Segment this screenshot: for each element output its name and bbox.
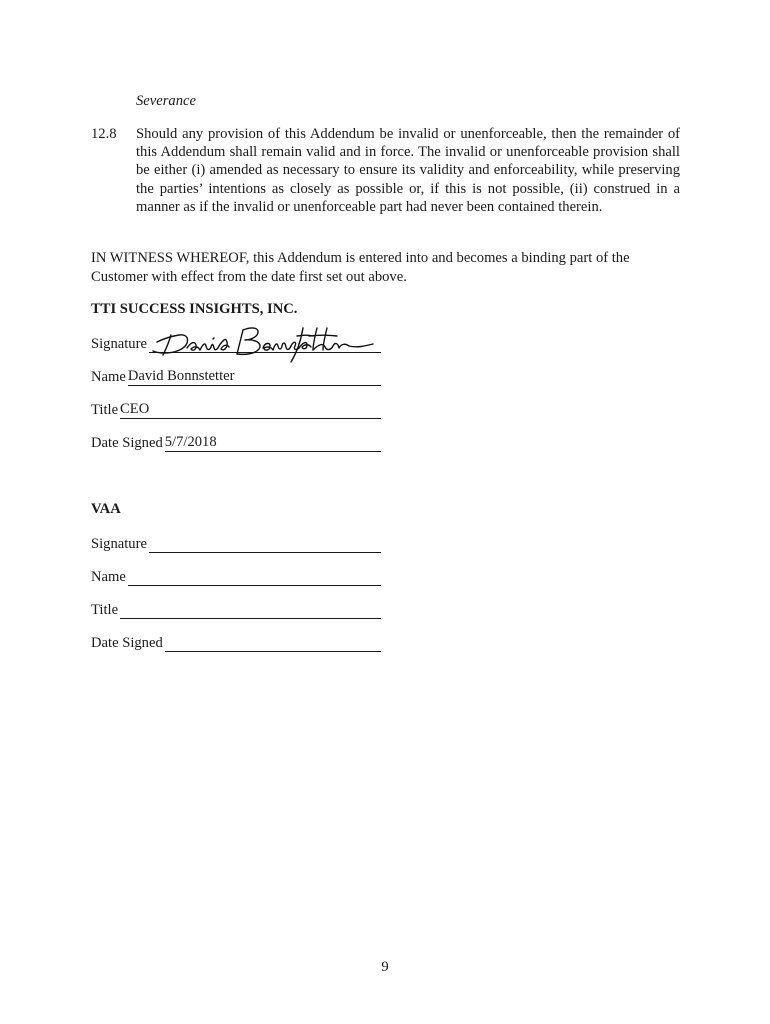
date-signed-line[interactable] xyxy=(165,634,381,652)
party-two-title-row xyxy=(91,599,381,619)
title-line[interactable] xyxy=(120,601,381,619)
title-label: Title xyxy=(91,402,119,418)
date-signed-line xyxy=(165,434,381,452)
date-signed-label: Date Signed xyxy=(91,435,163,451)
party-one-date-row xyxy=(91,432,381,452)
party-one-name-row xyxy=(91,366,381,386)
clause-text: Should any provision of this Addendum be invalid or unenforceable, then the remainder of this Addendum shall remain valid and in force. The invalid or unenforceable provision shall be either (i) amended as necessary to ensure its validity and enforceability, while preserving the parties’ intentions as closely as possible or, if this is not possible, (ii) construed in a manner as if the invalid or unenforceable part had never been contained therein. xyxy=(136,126,680,215)
party-one-title: TTI SUCCESS INSIGHTS, INC. xyxy=(91,301,298,317)
party-two-title: VAA xyxy=(91,501,121,517)
page-number: 9 xyxy=(381,959,389,975)
party-two-name-row xyxy=(91,566,381,586)
handwritten-signature xyxy=(151,322,379,366)
title-label: Title xyxy=(91,602,119,618)
party-two-signature-row xyxy=(91,533,381,553)
signature-line[interactable] xyxy=(149,535,381,553)
date-signed-label: Date Signed xyxy=(91,635,163,651)
name-label: Name xyxy=(91,569,126,585)
clause-number: 12.8 xyxy=(91,126,117,142)
signature-label: Signature xyxy=(91,536,147,552)
signature-line xyxy=(149,335,381,353)
title-value: CEO xyxy=(120,401,150,417)
name-value: David Bonnstetter xyxy=(127,368,235,384)
date-signed-value: 5/7/2018 xyxy=(164,434,217,450)
witness-paragraph: IN WITNESS WHEREOF, this Addendum is entered into and becomes a binding part of the Customer with effect from the date first set out above. xyxy=(91,250,630,285)
name-line xyxy=(128,368,381,386)
party-one-title-row xyxy=(91,399,381,419)
party-one-signature-row xyxy=(91,333,381,353)
name-line[interactable] xyxy=(128,568,381,586)
title-line xyxy=(120,401,381,419)
section-heading: Severance xyxy=(136,93,196,109)
party-two-date-row xyxy=(91,632,381,652)
signature-label: Signature xyxy=(91,336,147,352)
name-label: Name xyxy=(91,369,126,385)
